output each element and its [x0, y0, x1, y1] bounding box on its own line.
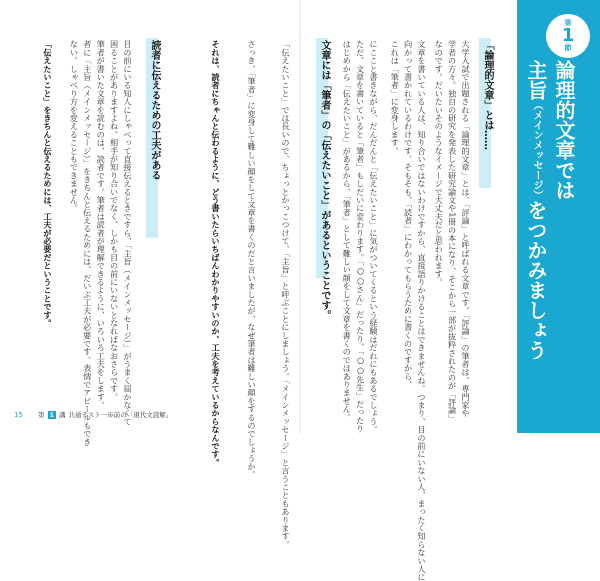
paragraph-4: 「伝えたいこと」では長いので、ちょっとかっこつけて、「主旨」と呼ぶことにしましょう。「メインメッセージ」と言うこともあります。: [281, 40, 291, 549]
section-title-line-2: [524, 60, 548, 422]
section-title-rest: をつかみましょう: [524, 200, 548, 360]
paragraph-7: 目の前にいる知人にしゃべって直接伝えるときですら、「主旨（メインメッセージ）」がうまく届かなくて 困ることがありますよね。相手が知り合いでなく、しかも目の前にいないとなればなおさらです。 筆者が書いた文章を読むのは、読者です。筆者は読者が理解できるように、いろいろ工夫をします。 者に「主旨（メインメッセージ）」をきちんと伝えるためには、だいぶ工夫が必要です。表情でアピールもでき ない。しゃべり方を変えることもできません。: [69, 40, 133, 446]
paragraph-6: それは、読者にちゃんと伝わるように、どう書いたらいちばんわかりやすいのか、工夫を考えているからなんです。: [211, 40, 221, 467]
badge-setsu: 節: [564, 44, 572, 52]
paragraph-5: さっき、「筆者」に変身して難しい顔をして文章を書くのだと言いましたが、なぜ筆者は難しい顔をするのでしょうか。: [247, 40, 257, 479]
paragraph-3: にここと書きながら、だんだんと「伝えたいこと」に気がついてくるという経験はだれにもあるでしょう。 ただ、文章を書いていると「筆者」もしだいに変わります。「○○さん」だったり、「○○先生」だったり はじめから「伝えたいこと」があるから、「筆者」として難しい顔をして文章を書くのではありません。: [342, 40, 379, 434]
section-title-main: 主旨: [524, 60, 548, 100]
badge-number: 1: [561, 25, 575, 46]
heading-dokusha-kufu: 読者に伝えるための工夫がある: [149, 40, 160, 180]
badge-dai: 第: [564, 19, 572, 27]
paragraph-1: 大学入試で出題される「論理的文章」とは、「評論」と呼ばれる文章です。「評論」の筆者は、専門家や 学者の方々。独自の研究を発表した研究論文や1冊の本になり、そこから一部が抜粋されたのが「評論」 なのです。だいたいそのようなイメージで大丈夫だと思われます。: [434, 40, 471, 423]
section-title-line-1: 論理的文章では: [552, 60, 576, 200]
running-header: [38, 410, 172, 419]
chapter-number: 1: [49, 410, 55, 419]
paragraph-8: 「伝えたいこと」をきちんと伝えるためには、工夫が必要だということです。: [43, 40, 53, 327]
page-number: 15: [14, 411, 23, 419]
heading-ronriteki-bunsho: 「論理的文章」とは……: [482, 40, 493, 150]
running-title: 共通テスト一歩前の「現代文読解」: [68, 411, 173, 419]
chapter-prefix: 第: [38, 411, 45, 419]
section-title-ruby: （メインメッセージ）: [531, 100, 542, 200]
heading-hissha-tsutaetai: 文章には「筆者」の「伝えたいこと」があるということです。: [319, 40, 330, 320]
chapter-suffix: 講: [59, 411, 66, 419]
page-gutter: [299, 0, 301, 433]
paragraph-2: 文章を書いている人は、知り合いではないわけですから、直接語りかけることはできませんね。つまり、目の前にいない人、まったく知らない人に 向かって書かれているわけです。そもそも、「読者」にわかってもらうために書くのですから、 これは「筆者」に変身します。: [390, 40, 427, 581]
section-number-badge: [546, 14, 590, 58]
